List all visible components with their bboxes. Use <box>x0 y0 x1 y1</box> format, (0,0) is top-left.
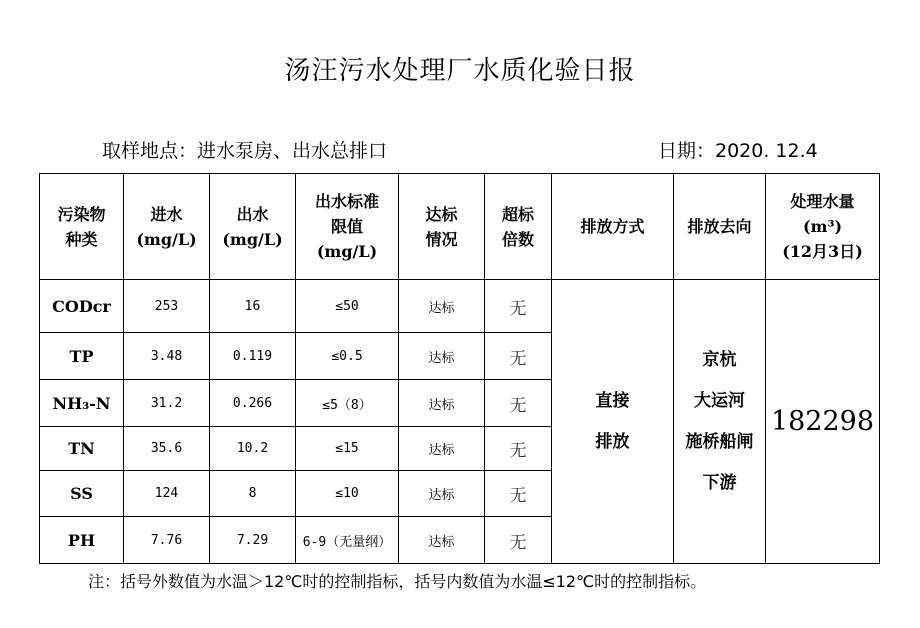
header-compliance: 达标 情况 <box>399 174 485 280</box>
water-quality-table <box>39 173 880 564</box>
outflow-value: 10.2 <box>210 427 296 471</box>
header-exceed: 超标 倍数 <box>485 174 552 280</box>
inflow-value: 35.6 <box>124 427 210 471</box>
header-outflow: 出水 (mg/L) <box>210 174 296 280</box>
outflow-value: 0.119 <box>210 333 296 380</box>
param-name: PH <box>40 517 124 564</box>
standard-limit: ≤50 <box>296 280 399 333</box>
header-volume: 处理水量 (m³) (12月3日) <box>766 174 880 280</box>
header-discharge-method: 排放方式 <box>552 174 674 280</box>
standard-limit: ≤15 <box>296 427 399 471</box>
exceed-multiple: 无 <box>485 280 552 333</box>
discharge-destination: 京杭 大运河 施桥船闸 下游 <box>674 280 766 564</box>
treated-volume: 182298 <box>766 280 880 564</box>
inflow-value: 124 <box>124 471 210 517</box>
compliance-status: 达标 <box>399 471 485 517</box>
report-title: 汤汪污水处理厂水质化验日报 <box>284 56 636 86</box>
compliance-status: 达标 <box>399 280 485 333</box>
exceed-multiple: 无 <box>485 517 552 564</box>
discharge-method: 直接 排放 <box>552 280 674 564</box>
outflow-value: 8 <box>210 471 296 517</box>
standard-limit: ≤10 <box>296 471 399 517</box>
compliance-status: 达标 <box>399 427 485 471</box>
header-pollutant: 污染物 种类 <box>40 174 124 280</box>
outflow-value: 7.29 <box>210 517 296 564</box>
outflow-value: 16 <box>210 280 296 333</box>
param-name: SS <box>40 471 124 517</box>
table-row <box>40 280 880 333</box>
param-name: TN <box>40 427 124 471</box>
standard-limit: ≤0.5 <box>296 333 399 380</box>
param-name: TP <box>40 333 124 380</box>
header-discharge-dest: 排放去向 <box>674 174 766 280</box>
exceed-multiple: 无 <box>485 427 552 471</box>
exceed-multiple: 无 <box>485 333 552 380</box>
inflow-value: 3.48 <box>124 333 210 380</box>
compliance-status: 达标 <box>399 517 485 564</box>
compliance-status: 达标 <box>399 333 485 380</box>
header-standard: 出水标准 限值 (mg/L) <box>296 174 399 280</box>
param-name: CODcr <box>40 280 124 333</box>
exceed-multiple: 无 <box>485 380 552 427</box>
inflow-value: 7.76 <box>124 517 210 564</box>
standard-limit: 6-9（无量纲） <box>296 517 399 564</box>
compliance-status: 达标 <box>399 380 485 427</box>
exceed-multiple: 无 <box>485 471 552 517</box>
param-name: NH₃-N <box>40 380 124 427</box>
header-inflow: 进水 (mg/L) <box>124 174 210 280</box>
outflow-value: 0.266 <box>210 380 296 427</box>
sampling-location: 取样地点：进水泵房、出水总排口 <box>102 140 388 162</box>
inflow-value: 31.2 <box>124 380 210 427</box>
inflow-value: 253 <box>124 280 210 333</box>
footnote: 注：括号外数值为水温＞12℃时的控制指标，括号内数值为水温≤12℃时的控制指标。 <box>88 572 707 591</box>
header-row <box>40 174 880 280</box>
standard-limit: ≤5（8） <box>296 380 399 427</box>
report-date: 日期：2020. 12.4 <box>658 140 818 162</box>
